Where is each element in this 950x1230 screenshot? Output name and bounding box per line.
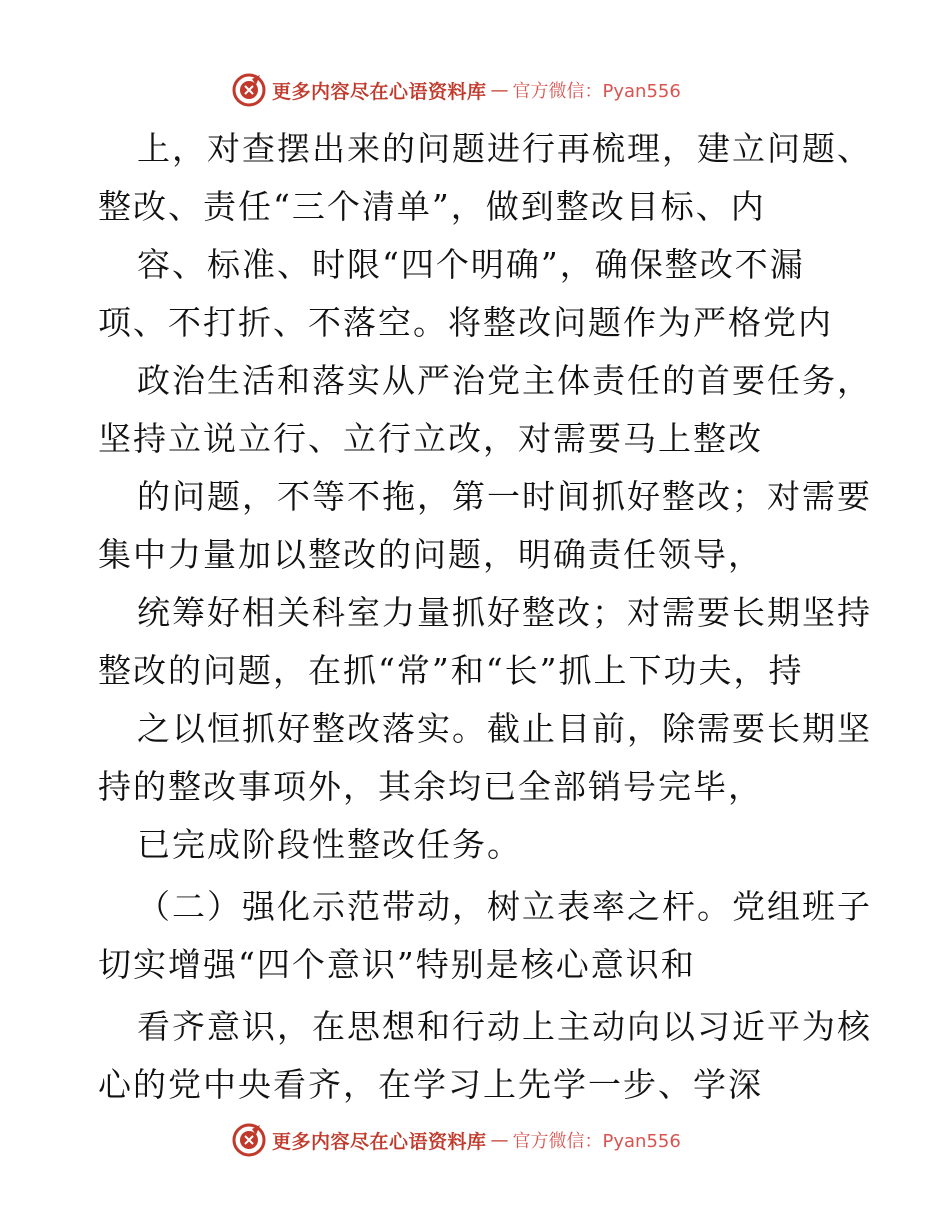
footer-separator: —	[490, 1129, 509, 1151]
section-heading-line: （二）强化示范带动，树立表率之杆。党组班子	[137, 887, 872, 926]
body-line: 统筹好相关科室力量抓好整改；对需要长期坚持	[137, 593, 872, 632]
body-line: 的问题，不等不拖，第一时间抓好整改；对需要	[137, 477, 872, 516]
body-line: 整改的问题，在抓“常”和“长”抓上下功夫，持	[98, 651, 804, 690]
header-banner	[232, 72, 712, 108]
body-line: 持的整改事项外，其余均已全部销号完毕，	[98, 767, 763, 806]
body-line: 看齐意识，在思想和行动上主动向以习近平为核	[137, 1007, 872, 1046]
body-line: 整改、责任“三个清单”，做到整改目标、内	[98, 187, 766, 226]
header-wechat-text: 官方微信：Pyan556	[512, 81, 681, 102]
body-line: 之以恒抓好整改落实。截止目前，除需要长期坚	[137, 709, 872, 748]
body-line: 上，对查摆出来的问题进行再梳理，建立问题、	[137, 129, 872, 168]
body-line: 心的党中央看齐，在学习上先学一步、学深	[98, 1065, 763, 1104]
header-site-text: 更多内容尽在心语资料库	[272, 80, 487, 103]
body-line: 容、标准、时限“四个明确”，确保整改不漏	[137, 245, 805, 284]
body-line: 项、不打折、不落空。将整改问题作为严格党内	[98, 303, 833, 342]
body-line: 已完成阶段性整改任务。	[137, 825, 522, 864]
footer-wechat-text: 官方微信：Pyan556	[512, 1131, 681, 1152]
footer-site-text: 更多内容尽在心语资料库	[272, 1130, 487, 1153]
body-line: 坚持立说立行、立行立改，对需要马上整改	[98, 419, 763, 458]
brand-logo-icon	[232, 1123, 266, 1157]
body-line: 切实增强“四个意识”特别是核心意识和	[98, 945, 696, 984]
header-separator: —	[490, 79, 509, 101]
brand-logo-icon	[232, 73, 266, 107]
body-line: 集中力量加以整改的问题，明确责任领导，	[98, 535, 763, 574]
footer-banner	[232, 1122, 712, 1158]
body-line: 政治生活和落实从严治党主体责任的首要任务，	[137, 361, 872, 400]
